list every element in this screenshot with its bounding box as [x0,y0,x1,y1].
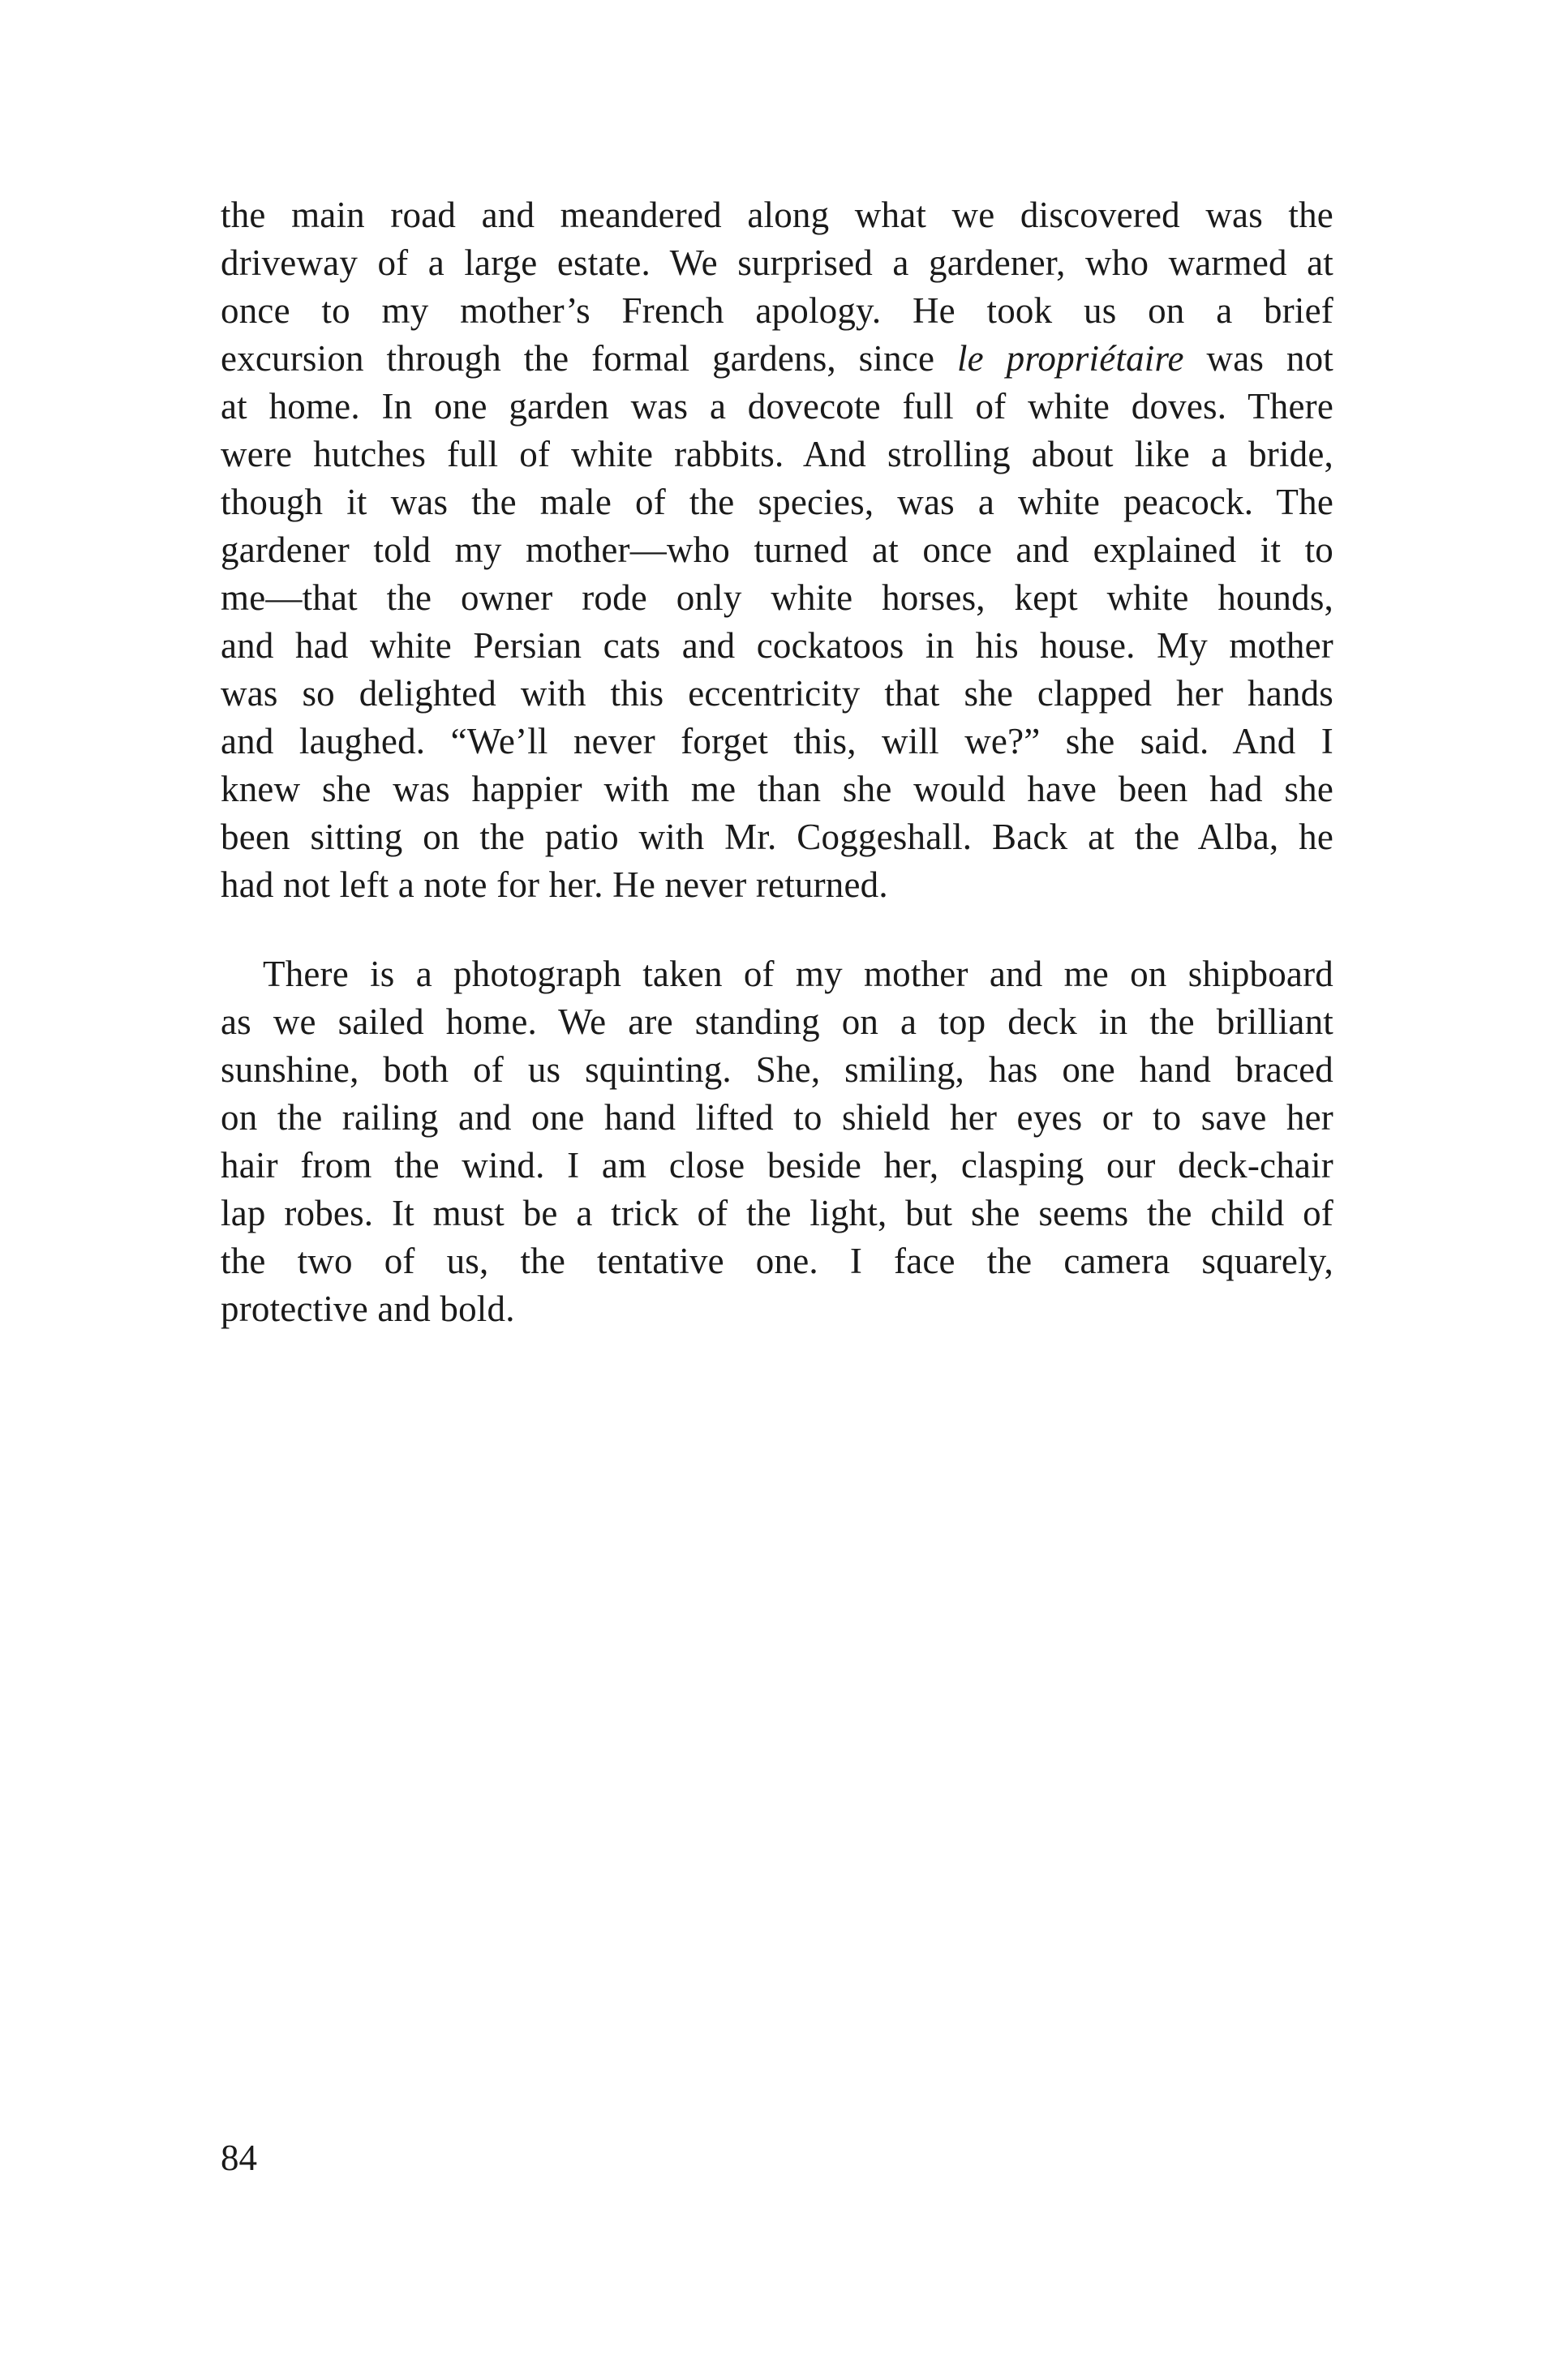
italic-phrase: le propriétaire [956,338,1184,379]
text-line: were hutches full of white rabbits. And strolling about like a bride, [221,434,1333,474]
text-line: gardener told my mother—who turned at once and explained it to [221,530,1333,570]
text-line: and had white Persian cats and cockatoos in his house. My mother [221,625,1333,666]
text-line: and laughed. “We’ll never forget this, will we?” she said. And I [221,721,1333,761]
text-line: the main road and meandered along what we discovered was the [221,195,1333,235]
text-line: at home. In one garden was a dovecote full of white doves. There [221,386,1333,427]
text-line: hair from the wind. I am close beside her, clasping our deck-chair [221,1145,1333,1186]
text-line: as we sailed home. We are standing on a top deck in the brilliant [221,1001,1333,1042]
text-line: me—that the owner rode only white horses, kept white hounds, [221,577,1333,618]
page-number: 84 [221,2138,257,2178]
text-line: protective and bold. [221,1289,515,1329]
text-line: knew she was happier with me than she would have been had she [221,769,1333,809]
text-line: sunshine, both of us squinting. She, smiling, has one hand braced [221,1049,1333,1090]
text-fragment: excursion through the formal gardens, since [221,338,957,379]
text-line: lap robes. It must be a trick of the light, but she seems the child of [221,1193,1333,1233]
text-line: been sitting on the patio with Mr. Coggeshall. Back at the Alba, he [221,817,1333,857]
text-line [221,335,1333,383]
text-fragment: was not [1183,338,1333,379]
text-line: had not left a note for her. He never returned. [221,864,888,905]
paragraph-1 [221,191,1333,909]
text-line: driveway of a large estate. We surprised a gardener, who warmed at [221,242,1333,283]
paragraph-2 [221,950,1333,1333]
text-line: once to my mother’s French apology. He took us on a brief [221,290,1333,331]
text-line: There is a photograph taken of my mother and me on shipboard [263,954,1333,994]
text-line: the two of us, the tentative one. I face the camera squarely, [221,1241,1333,1281]
text-line: though it was the male of the species, was a white peacock. The [221,482,1333,522]
text-line: was so delighted with this eccentricity that she clapped her hands [221,673,1333,714]
text-line: on the railing and one hand lifted to shield her eyes or to save her [221,1097,1333,1138]
